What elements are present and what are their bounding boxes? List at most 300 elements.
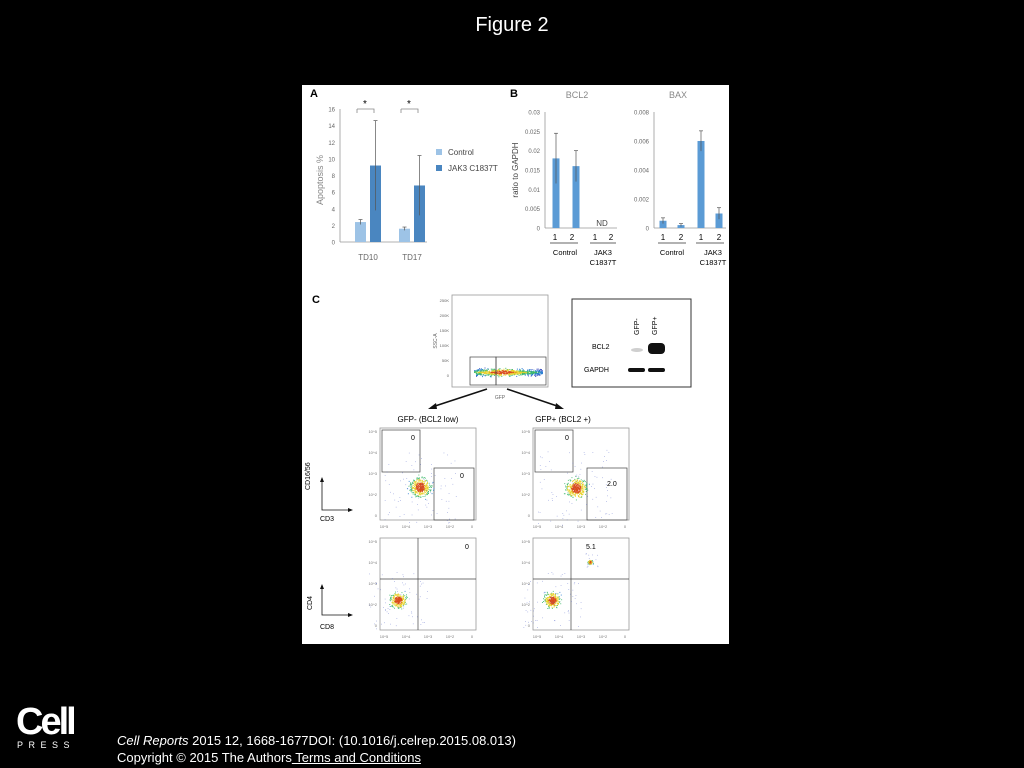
flow-cell-dot (556, 601, 557, 602)
flow-cell-dot (413, 494, 414, 495)
flow-cell-dot (514, 374, 515, 375)
flow-tick: 10^3 (521, 471, 530, 476)
flow-cell-dot (396, 602, 397, 603)
flow-cell-dot (416, 489, 417, 490)
flow-cell-dot (572, 492, 573, 493)
flow-cell-dot (569, 502, 570, 503)
flow-cell-dot (578, 583, 579, 584)
flow-cell-dot (578, 484, 579, 485)
flow-cell-dot (587, 484, 588, 485)
flow-cell-dot (398, 501, 399, 502)
gfp-pos-cd3-value: 2.0 (607, 481, 617, 488)
flow-cell-dot (522, 368, 523, 369)
flow-cell-dot (552, 498, 553, 499)
flow-cell-dot (398, 599, 399, 600)
flow-tick: 10^4 (368, 450, 377, 455)
flow-cell-dot (498, 376, 499, 377)
panel-b-ytick: 0 (536, 226, 540, 233)
flow-cell-dot (395, 595, 396, 596)
flow-tick: 0 (374, 513, 377, 518)
flow-cell-dot (577, 484, 578, 485)
flow-cell-dot (547, 608, 548, 609)
flow-cell-dot (531, 376, 532, 377)
flow-tick: 10^3 (423, 634, 433, 639)
flow-cell-dot (551, 596, 552, 597)
flow-cell-dot (406, 594, 407, 595)
flow-cell-dot (542, 618, 543, 619)
flow-cell-dot (421, 481, 422, 482)
flow-cell-dot (553, 601, 554, 602)
flow-cell-dot (403, 574, 404, 575)
flow-cell-dot (574, 480, 575, 481)
flow-cell-dot (570, 484, 571, 485)
flow-cell-dot (592, 499, 593, 500)
flow-cell-dot (418, 480, 419, 481)
flow-cell-dot (402, 599, 403, 600)
flow-cell-dot (420, 494, 421, 495)
flow-tick: 0 (623, 524, 627, 529)
flow-cell-dot (539, 375, 540, 376)
flow-cell-dot (548, 603, 549, 604)
flow-cell-dot (424, 494, 425, 495)
panel-a-bars (355, 121, 425, 242)
flow-cell-dot (391, 599, 392, 600)
flow-cell-dot (394, 500, 395, 501)
flow-cell-dot (580, 487, 581, 488)
flow-cell-dot (421, 492, 422, 493)
flow-cell-dot (516, 376, 517, 377)
flow-cell-dot (413, 483, 414, 484)
flow-cell-dot (411, 486, 412, 487)
flow-cell-dot (487, 373, 488, 374)
flow-cell-dot (485, 373, 486, 374)
flow-tick: 10^2 (598, 634, 608, 639)
flow-cell-dot (410, 483, 411, 484)
flow-cell-dot (455, 473, 456, 474)
flow-tick: 10^5 (532, 524, 542, 529)
flow-cell-dot (418, 475, 419, 476)
flow-cell-dot (413, 624, 414, 625)
flow-cell-dot (543, 601, 544, 602)
flow-cell-dot (575, 484, 576, 485)
flow-cell-dot (410, 485, 411, 486)
flow-cell-dot (496, 372, 497, 373)
flow-cell-dot (567, 520, 568, 521)
flow-cell-dot (583, 491, 584, 492)
flow-cell-dot (432, 493, 433, 494)
flow-cell-dot (484, 375, 485, 376)
flow-cell-dot (589, 558, 590, 559)
flow-cell-dot (511, 375, 512, 376)
blot-band-gapdh-neg (628, 368, 645, 372)
flow-cell-dot (475, 372, 476, 373)
flow-cell-dot (412, 502, 413, 503)
flow-cell-dot (506, 373, 507, 374)
flow-cell-dot (451, 478, 452, 479)
flow-cell-dot (579, 494, 580, 495)
flow-cell-dot (517, 369, 518, 370)
flow-cell-dot (548, 601, 549, 602)
flow-tick: 10^5 (532, 634, 542, 639)
flow-cell-dot (541, 469, 542, 470)
flow-cell-dot (420, 480, 421, 481)
flow-cell-dot (580, 489, 581, 490)
flow-cell-dot (558, 599, 559, 600)
flow-cell-dot (565, 486, 566, 487)
flow-cell-dot (428, 503, 429, 504)
flow-cell-dot (405, 484, 406, 485)
flow-cell-dot (557, 516, 558, 517)
flow-cell-dot (549, 461, 550, 462)
flow-cell-dot (393, 607, 394, 608)
flow-cell-dot (498, 370, 499, 371)
flow-cell-dot (488, 369, 489, 370)
flow-cell-dot (576, 603, 577, 604)
flow-cell-dot (423, 481, 424, 482)
flow-cell-dot (593, 484, 594, 485)
flow-cell-dot (393, 603, 394, 604)
flow-cell-dot (587, 496, 588, 497)
flow-cell-dot (397, 591, 398, 592)
flow-cell-dot (543, 598, 544, 599)
flow-cell-dot (546, 599, 547, 600)
flow-cell-dot (574, 494, 575, 495)
flow-tick: 10^3 (368, 471, 377, 476)
flow-cell-dot (442, 499, 443, 500)
flow-cell-dot (504, 373, 505, 374)
flow-tick: 0 (527, 513, 530, 518)
flow-cell-dot (579, 480, 580, 481)
flow-cell-dot (478, 373, 479, 374)
flow-cell-dot (569, 493, 570, 494)
flow-cell-dot (553, 598, 554, 599)
flow-cell-dot (391, 606, 392, 607)
flow-tick: 10^3 (576, 634, 586, 639)
flow-cell-dot (493, 374, 494, 375)
flow-cell-dot (397, 599, 398, 600)
flow-cell-dot (433, 482, 434, 483)
flow-cell-dot (431, 485, 432, 486)
flow-cell-dot (559, 592, 560, 593)
flow-cell-dot (507, 372, 508, 373)
flow-cell-dot (540, 457, 541, 458)
flow-cell-dot (400, 605, 401, 606)
flow-tick: 10^3 (423, 524, 433, 529)
flow-cell-dot (538, 369, 539, 370)
flow-cell-dot (414, 486, 415, 487)
flow-cell-dot (388, 613, 389, 614)
flow-cell-dot (581, 496, 582, 497)
flow-cell-dot (527, 612, 528, 613)
flow-cell-dot (396, 606, 397, 607)
bcl2-title: BCL2 (565, 90, 589, 100)
flow-cell-dot (428, 491, 429, 492)
flow-cell-dot (554, 620, 555, 621)
panel-b-ytick: 0.004 (633, 168, 649, 175)
flow-tick: 0 (527, 623, 530, 628)
flow-cell-dot (393, 597, 394, 598)
flow-cell-dot (561, 595, 562, 596)
flow-cell-dot (549, 606, 550, 607)
flow-cell-dot (592, 471, 593, 472)
flow-cell-dot (555, 595, 556, 596)
flow-cell-dot (580, 492, 581, 493)
flow-cell-dot (574, 584, 575, 585)
flow-cell-dot (587, 490, 588, 491)
flow-cell-dot (407, 488, 408, 489)
flow-cell-dot (549, 603, 550, 604)
flow-cell-dot (574, 484, 575, 485)
flow-cell-dot (581, 494, 582, 495)
flow-cell-dot (542, 370, 543, 371)
flow-cell-dot (535, 620, 536, 621)
flow-cell-dot (553, 494, 554, 495)
flow-cell-dot (392, 602, 393, 603)
flow-cell-dot (589, 563, 590, 564)
flow-cell-dot (526, 610, 527, 611)
flow-cell-dot (591, 564, 592, 565)
flow-cell-dot (586, 504, 587, 505)
flow-cell-dot (525, 375, 526, 376)
flow-cell-dot (421, 458, 422, 459)
flow-cell-dot (444, 453, 445, 454)
flow-cell-dot (407, 597, 408, 598)
flow-cell-dot (568, 611, 569, 612)
flow-cell-dot (416, 481, 417, 482)
flow-cell-dot (395, 601, 396, 602)
flow-cell-dot (397, 572, 398, 573)
citation-line (117, 732, 516, 749)
bax-group-control: Control (659, 248, 685, 257)
flow-cell-dot (431, 490, 432, 491)
flow-cell-dot (597, 507, 598, 508)
flow-cell-dot (390, 609, 391, 610)
flow-cell-dot (575, 492, 576, 493)
flow-cell-dot (401, 598, 402, 599)
flow-cell-dot (588, 566, 589, 567)
flow-cell-dot (402, 473, 403, 474)
flow-cell-dot (573, 492, 574, 493)
flow-cell-dot (481, 370, 482, 371)
flow-cell-dot (584, 486, 585, 487)
panel-a-ytick: 2 (331, 223, 335, 230)
flow-cell-dot (517, 371, 518, 372)
flow-cell-dot (422, 493, 423, 494)
flow-cell-dot (568, 610, 569, 611)
bcl2-group-jak3-mut: C1837T (589, 258, 617, 267)
flow-cell-dot (396, 507, 397, 508)
flow-cell-dot (574, 486, 575, 487)
flow-cell-dot (505, 368, 506, 369)
legend-swatch-control (436, 149, 442, 155)
flow-cell-dot (535, 373, 536, 374)
bcl2-group-control: Control (552, 248, 578, 257)
flow-cell-dot (413, 485, 414, 486)
flow-cell-dot (574, 490, 575, 491)
flow-cell-dot (549, 608, 550, 609)
flow-cell-dot (411, 489, 412, 490)
flow-cell-dot (553, 593, 554, 594)
flow-cell-dot (596, 559, 597, 560)
flow-cell-dot (557, 607, 558, 608)
flow-cell-dot (403, 608, 404, 609)
blot-band-bcl2-neg (631, 348, 643, 352)
flow-cell-dot (396, 597, 397, 598)
flow-cell-dot (398, 608, 399, 609)
flow-cell-dot (560, 603, 561, 604)
flow-cell-dot (551, 602, 552, 603)
flow-cell-dot (551, 605, 552, 606)
flow-cell-dot (602, 467, 603, 468)
flow-cell-dot (506, 374, 507, 375)
flow-cell-dot (576, 475, 577, 476)
flow-cell-dot (427, 483, 428, 484)
flow-cell-dot (420, 488, 421, 489)
flow-cell-dot (520, 371, 521, 372)
flow-cell-dot (581, 481, 582, 482)
flow-cell-dot (421, 620, 422, 621)
flow-cell-dot (415, 493, 416, 494)
flow-cell-dot (536, 372, 537, 373)
bcl2-x-2b: 2 (608, 233, 614, 242)
flow-cell-dot (576, 489, 577, 490)
top-plot-ytick: 100K (439, 343, 449, 348)
bax-x-1b: 1 (698, 233, 704, 242)
flow-cell-dot (421, 488, 422, 489)
flow-cell-dot (400, 500, 401, 501)
flow-cell-dot (528, 622, 529, 623)
flow-cell-dot (555, 593, 556, 594)
cell-press-logo (16, 700, 86, 750)
flow-cell-dot (491, 372, 492, 373)
flow-cell-dot (580, 484, 581, 485)
flow-cell-dot (586, 553, 587, 554)
flow-cell-dot (567, 487, 568, 488)
panel-c (305, 294, 691, 639)
flow-cell-dot (374, 596, 375, 597)
flow-cell-dot (416, 488, 417, 489)
flow-cell-dot (523, 369, 524, 370)
flow-cell-dot (579, 489, 580, 490)
flow-cell-dot (389, 512, 390, 513)
flow-cell-dot (389, 464, 390, 465)
axis-hint-cd16-cd3 (305, 462, 353, 523)
flow-cell-dot (575, 476, 576, 477)
flow-cell-dot (495, 374, 496, 375)
flow-cell-dot (414, 488, 415, 489)
flow-cell-dot (417, 477, 418, 478)
bcl2-bars (553, 133, 580, 228)
flow-cell-dot (394, 595, 395, 596)
flow-cell-dot (415, 481, 416, 482)
flow-cell-dot (587, 567, 588, 568)
flow-cell-dot (552, 595, 553, 596)
flow-cell-dot (592, 561, 593, 562)
flow-cell-dot (390, 492, 391, 493)
flow-cell-dot (581, 602, 582, 603)
flow-cell-dot (417, 483, 418, 484)
panel-a-yticks (328, 108, 335, 247)
flow-cell-dot (559, 602, 560, 603)
flow-tick: 10^2 (521, 602, 530, 607)
flow-cell-dot (547, 594, 548, 595)
flow-cell-dot (588, 555, 589, 556)
flow-cell-dot (582, 490, 583, 491)
panel-a-ytick: 14 (328, 124, 335, 131)
flow-cell-dot (535, 376, 536, 377)
flow-cell-dot (421, 584, 422, 585)
bcl2-x-2a: 2 (569, 233, 575, 242)
flow-cell-dot (546, 604, 547, 605)
flow-cell-dot (558, 598, 559, 599)
gfp-pos-cd16-value: 0 (565, 435, 569, 442)
flow-cell-dot (540, 465, 541, 466)
panel-a (310, 88, 498, 262)
flow-cell-dot (578, 486, 579, 487)
flow-cell-dot (424, 489, 425, 490)
flow-cell-dot (396, 601, 397, 602)
flow-cell-dot (415, 483, 416, 484)
flow-cell-dot (541, 371, 542, 372)
flow-cell-dot (546, 598, 547, 599)
flow-cell-dot (538, 512, 539, 513)
flow-cell-dot (577, 491, 578, 492)
flow-cell-dot (427, 591, 428, 592)
panel-a-ytick: 6 (331, 190, 335, 197)
flow-tick: 10^5 (379, 524, 389, 529)
flow-cell-dot (425, 499, 426, 500)
flow-cell-dot (568, 495, 569, 496)
flow-cell-dot (413, 481, 414, 482)
copyright: Copyright © 2015 The Authors (117, 750, 292, 765)
flow-cell-dot (607, 450, 608, 451)
flow-cell-dot (486, 371, 487, 372)
flow-cell-dot (422, 486, 423, 487)
bax-title: BAX (668, 90, 688, 100)
bcl2-x-1b: 1 (592, 233, 598, 242)
flow-cell-dot (390, 600, 391, 601)
terms-link[interactable]: Terms and Conditions (291, 750, 421, 765)
flow-cell-dot (390, 606, 391, 607)
flow-cell-dot (445, 478, 446, 479)
flow-cell-dot (555, 620, 556, 621)
flow-cell-dot (582, 492, 583, 493)
bax-group-jak3: JAK3 (704, 248, 722, 257)
flow-cell-dot (420, 483, 421, 484)
flow-cell-dot (382, 575, 383, 576)
flow-cell-dot (573, 596, 574, 597)
flow-cell-dot (588, 565, 589, 566)
flow-cell-dot (532, 373, 533, 374)
flow-cell-dot (508, 371, 509, 372)
flow-cell-dot (424, 481, 425, 482)
flow-cell-dot (582, 494, 583, 495)
flow-cell-dot (516, 372, 517, 373)
flow-cell-dot (552, 600, 553, 601)
flow-cell-dot (583, 492, 584, 493)
flow-cell-dot (425, 481, 426, 482)
copyright-line (117, 749, 516, 766)
axis-cd3: CD3 (320, 516, 335, 523)
flow-cell-dot (409, 615, 410, 616)
flow-cell-dot (547, 593, 548, 594)
flow-cell-dot (426, 489, 427, 490)
flow-cell-dot (494, 370, 495, 371)
flow-cell-dot (572, 497, 573, 498)
flow-cell-dot (405, 604, 406, 605)
flow-cell-dot (540, 372, 541, 373)
panel-a-bar (399, 229, 410, 242)
